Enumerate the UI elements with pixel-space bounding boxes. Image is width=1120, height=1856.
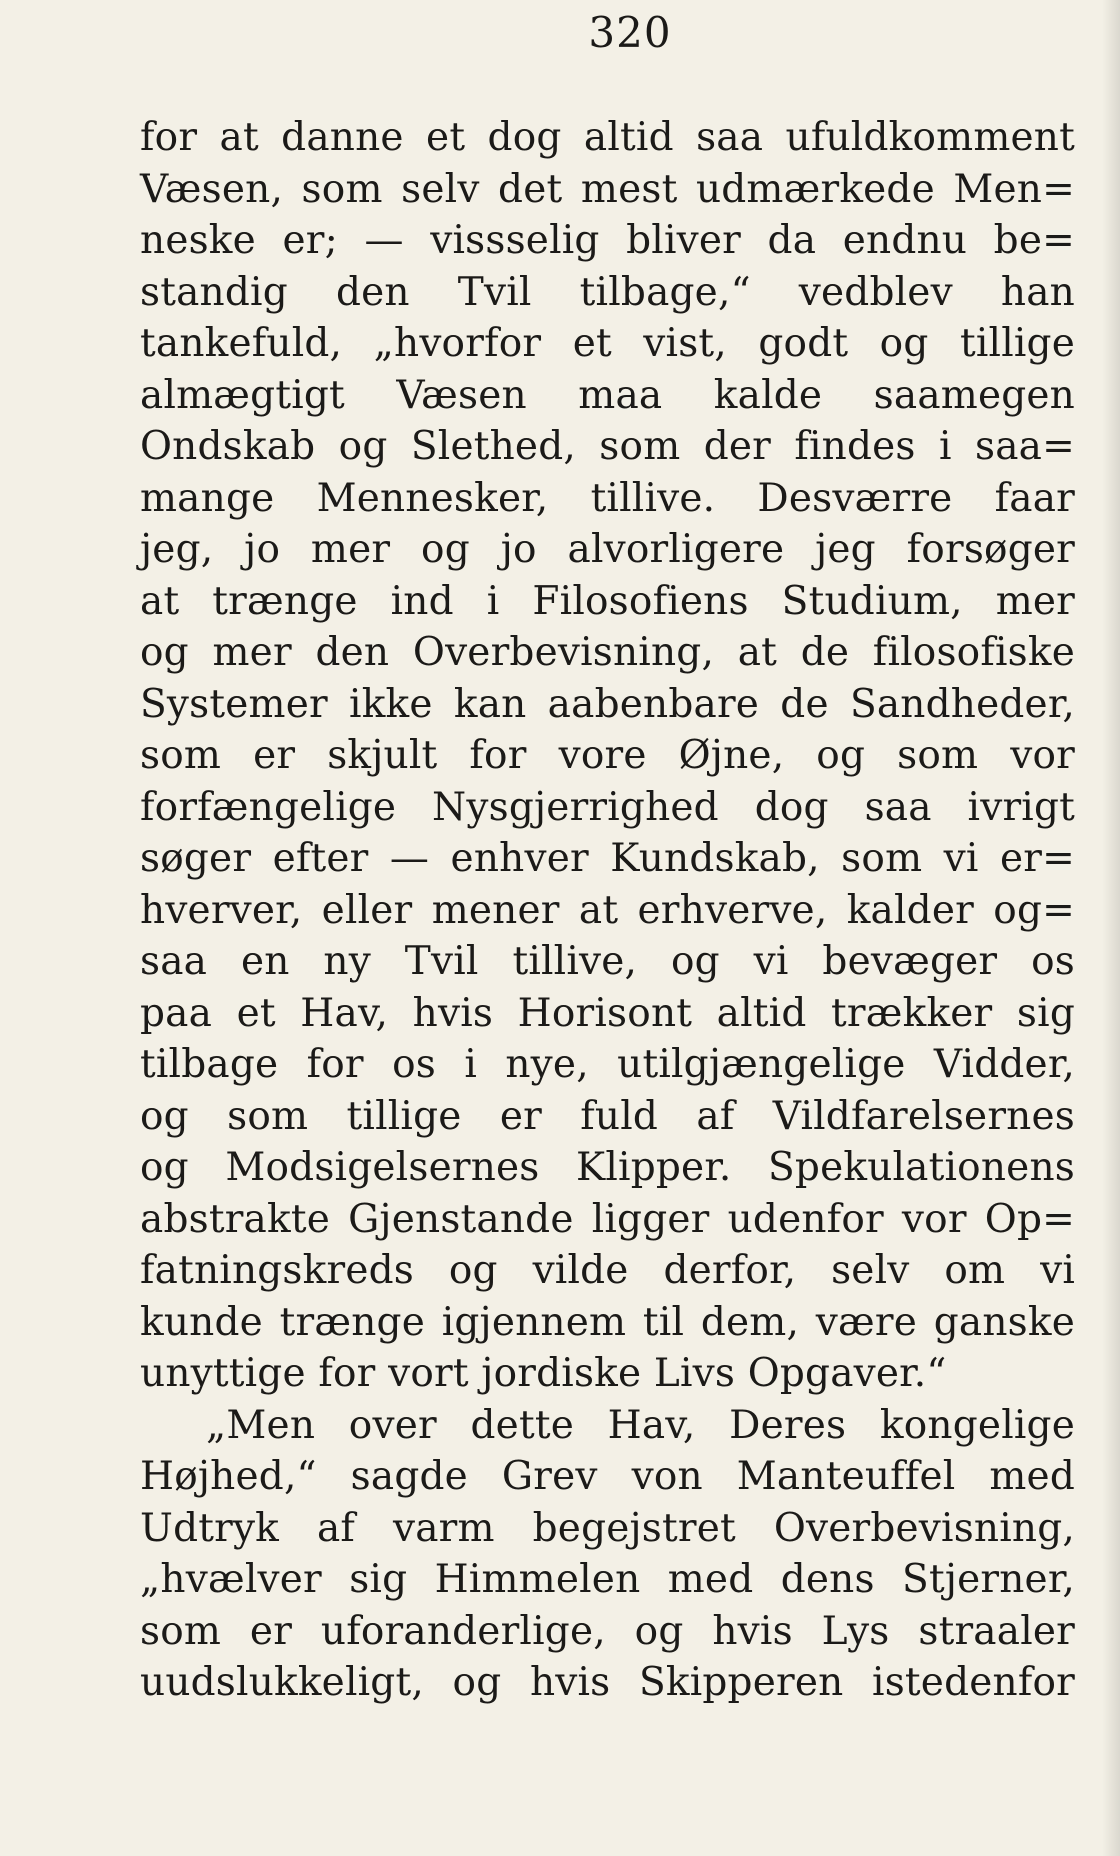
text-line: standig den Tvil tilbage,“ vedblev han xyxy=(140,269,1075,315)
text-line: Højhed,“ sagde Grev von Manteuffel med xyxy=(140,1454,1075,1499)
text-line: søger efter — enhver Kundskab, som vi er= xyxy=(140,836,1075,881)
text-line: tilbage for os i nye, utilgjængelige Vidder, xyxy=(140,1042,1075,1087)
text-line: som er uforanderlige, og hvis Lys straaler xyxy=(140,1608,1075,1654)
body-text xyxy=(140,112,1075,1709)
text-line: fatningskreds og vilde derfor, selv om vi xyxy=(140,1248,1075,1293)
text-line: Ondskab og Slethed, som der findes i saa= xyxy=(140,424,1075,469)
text-line: og Modsigelsernes Klipper. Spekulationens xyxy=(140,1145,1075,1190)
text-line: jeg, jo mer og jo alvorligere jeg forsøger xyxy=(140,527,1075,572)
text-line: at trænge ind i Filosofiens Studium, mer xyxy=(140,578,1075,624)
text-line: paa et Hav, hvis Horisont altid trækker sig xyxy=(140,990,1075,1036)
page-edge-shadow xyxy=(1102,0,1120,1856)
text-line: kunde trænge igjennem til dem, være ganske xyxy=(140,1299,1075,1345)
text-line: som er skjult for vore Øjne, og som vor xyxy=(140,733,1075,778)
text-line: Væsen, som selv det mest udmærkede Men= xyxy=(140,166,1075,212)
text-line: hverver, eller mener at erhverve, kalder og= xyxy=(140,887,1075,933)
text-line-paragraph-end: unyttige for vort jordiske Livs Opgaver.“ xyxy=(140,1351,947,1396)
text-line: mange Mennesker, tillive. Desværre faar xyxy=(140,475,1075,521)
text-line: abstrakte Gjenstande ligger udenfor vor Op= xyxy=(140,1196,1075,1242)
text-line: tankefuld, „hvorfor et vist, godt og tillige xyxy=(140,321,1075,366)
text-line: for at danne et dog altid saa ufuldkomment xyxy=(140,115,1075,160)
text-line: og som tillige er fuld af Vildfarelsernes xyxy=(140,1093,1075,1139)
text-line: „hvælver sig Himmelen med dens Stjerner, xyxy=(140,1557,1075,1602)
text-line: almægtigt Væsen maa kalde saamegen xyxy=(140,372,1075,418)
text-line: uudslukkeligt, og hvis Skipperen istedenfor xyxy=(140,1660,1075,1705)
text-line: neske er; — vissselig bliver da endnu be= xyxy=(140,218,1075,263)
text-line: og mer den Overbevisning, at de filosofiske xyxy=(140,630,1075,675)
text-line: forfængelige Nysgjerrighed dog saa ivrigt xyxy=(140,784,1075,830)
text-line: Udtryk af varm begejstret Overbevisning, xyxy=(140,1505,1075,1551)
text-line: saa en ny Tvil tillive, og vi bevæger os xyxy=(140,939,1075,984)
text-line-paragraph-start: „Men over dette Hav, Deres kongelige xyxy=(206,1402,1075,1448)
text-line: Systemer ikke kan aabenbare de Sandheder, xyxy=(140,681,1075,727)
page-number: 320 xyxy=(588,8,672,57)
